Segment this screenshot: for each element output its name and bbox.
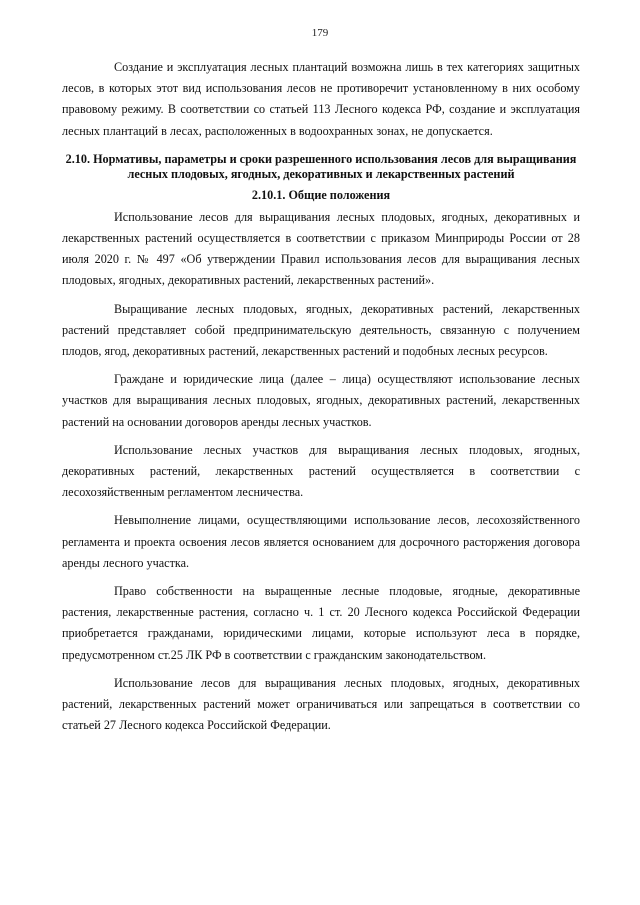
body-paragraph: Выращивание лесных плодовых, ягодных, декоративных растений, лекарственных растений представляет собой предпринимательскую деятельность, связанную с получением плодов, ягод, декоративных растений, лекарственных растений и подобных лесных ресурсов. xyxy=(62,301,580,359)
intro-paragraph: Создание и эксплуатация лесных плантаций возможна лишь в тех категориях защитных лесов, в которых этот вид использования лесов не противоречит установленному в них особому правовому режиму. В соответствии со статьей 113 Лесного кодекса РФ, создание и эксплуатация лесных плантаций в лесах, расположенных в водоохранных зонах, не допускается. xyxy=(62,60,580,138)
body-paragraph: Использование лесов для выращивания лесных плодовых, ягодных, декоративных растений, лекарственных растений может ограничиваться или запрещаться в соответствии со статьей 27 Лесного кодекса Российской Федерации. xyxy=(62,675,580,733)
body-paragraph: Граждане и юридические лица (далее – лица) осуществляют использование лесных участков для выращивания лесных плодовых, ягодных, декоративных растений, лекарственных растений на основании договоров аренды лесных участков. xyxy=(62,372,580,429)
body-paragraph: Право собственности на выращенные лесные плодовые, ягодные, декоративные растения, лекарственные растения, согласно ч. 1 ст. 20 Лесного кодекса Российской Федерации приобретается гражданами, юридическими лицами, которые используют леса в порядке, предусмотренном ст.25 ЛК РФ в соответствии с гражданским законодательством. xyxy=(62,584,580,662)
page-number: 179 xyxy=(311,27,329,39)
body-paragraph: Использование лесов для выращивания лесных плодовых, ягодных, декоративных и лекарственных растений осуществляется в соответствии с приказом Минприроды России от 28 июля 2020 г. № 497 «Об утверждении Правил использования лесов для выращивания лесных плодовых, ягодных, декоративных растений, лекарственных растений». xyxy=(62,209,580,288)
section-heading: 2.10. Нормативы, параметры и сроки разрешенного использования лесов для выращивания лесных плодовых, ягодных, декоративных и лекарственных растений xyxy=(65,151,577,182)
subsection-heading: 2.10.1. Общие положения xyxy=(251,187,391,202)
body-paragraph: Невыполнение лицами, осуществляющими использование лесов, лесохозяйственного регламента и проекта освоения лесов является основанием для досрочного расторжения договора аренды лесного участка. xyxy=(62,513,580,570)
document-body xyxy=(62,57,580,743)
body-paragraph: Использование лесных участков для выращивания лесных плодовых, ягодных, декоративных растений, лекарственных растений осуществляется в соответствии с лесохозяйственным регламентом лесничества. xyxy=(62,442,580,500)
